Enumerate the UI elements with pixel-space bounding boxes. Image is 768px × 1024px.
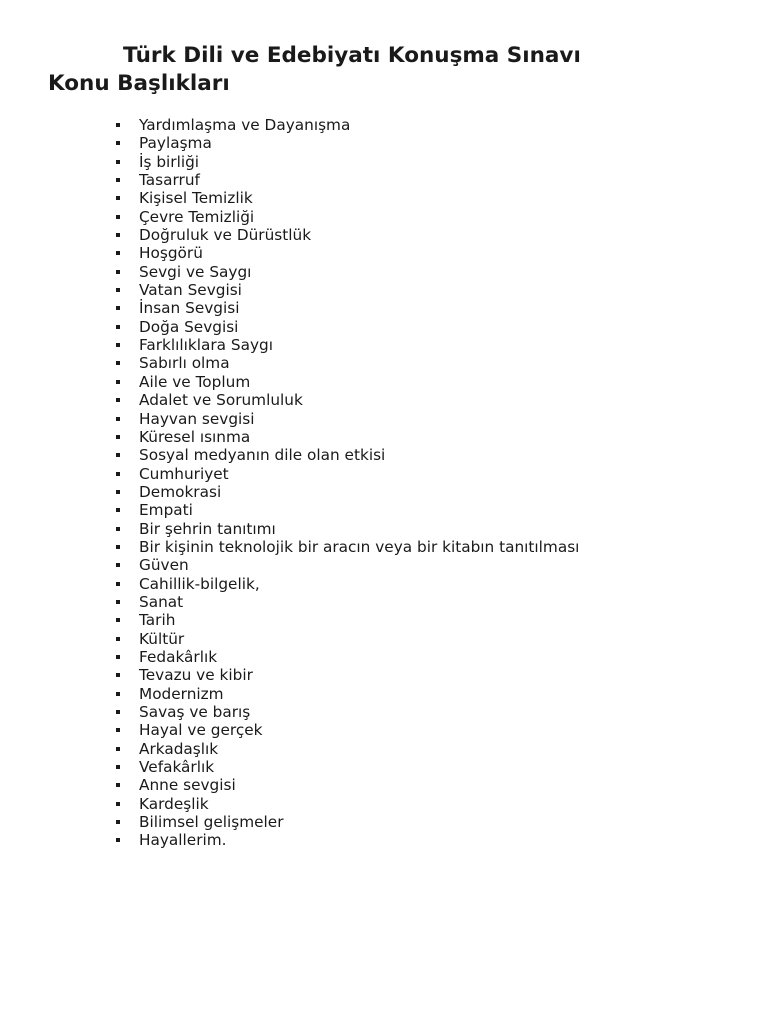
topic-item (110, 630, 579, 648)
topic-item (110, 703, 579, 721)
topic-item (110, 428, 579, 446)
topic-label: Cumhuriyet (139, 464, 229, 483)
square-bullet-icon (116, 270, 120, 274)
square-bullet-icon (116, 251, 120, 255)
topic-item (110, 648, 579, 666)
topic-item (110, 226, 579, 244)
square-bullet-icon (116, 582, 120, 586)
topic-item (110, 758, 579, 776)
topic-item (110, 410, 579, 428)
topic-label: Demokrasi (139, 482, 222, 501)
topic-item (110, 685, 579, 703)
topic-item (110, 189, 579, 207)
square-bullet-icon (116, 343, 120, 347)
square-bullet-icon (116, 747, 120, 751)
topic-label: Bir kişinin teknolojik bir aracın veya bir kitabın tanıtılması (139, 537, 580, 556)
topic-label: Sanat (139, 592, 184, 611)
square-bullet-icon (116, 472, 120, 476)
square-bullet-icon (116, 380, 120, 384)
topic-label: Kültür (139, 629, 185, 648)
topic-label: Empati (139, 501, 193, 520)
topic-label: Vefakârlık (139, 758, 215, 777)
square-bullet-icon (116, 233, 120, 237)
title-line-2: Konu Başlıkları (48, 71, 230, 96)
topic-label: Arkadaşlık (139, 739, 219, 758)
topic-label: Küresel ısınma (139, 427, 251, 446)
square-bullet-icon (116, 527, 120, 531)
square-bullet-icon (116, 325, 120, 329)
topic-item (110, 318, 579, 336)
square-bullet-icon (116, 178, 120, 182)
square-bullet-icon (116, 802, 120, 806)
topic-label: Tarih (139, 611, 176, 630)
topic-item (110, 354, 579, 372)
square-bullet-icon (116, 417, 120, 421)
topic-label: Paylaşma (139, 134, 212, 153)
document-title (48, 42, 728, 98)
square-bullet-icon (116, 783, 120, 787)
topic-item (110, 281, 579, 299)
topic-item (110, 593, 579, 611)
topic-label: İnsan Sevgisi (139, 299, 240, 318)
topic-item (110, 611, 579, 629)
topic-label: Çevre Temizliği (139, 207, 255, 226)
square-bullet-icon (116, 618, 120, 622)
topic-label: İş birliği (139, 152, 200, 171)
square-bullet-icon (116, 215, 120, 219)
topic-label: Aile ve Toplum (139, 372, 251, 391)
topic-label: Tasarruf (139, 171, 200, 190)
topic-item (110, 336, 579, 354)
topic-label: Doğruluk ve Dürüstlük (139, 226, 312, 245)
topic-label: Bilimsel gelişmeler (139, 813, 284, 832)
topic-label: Savaş ve barış (139, 703, 251, 721)
topic-label: Vatan Sevgisi (139, 281, 242, 300)
topic-label: Yardımlaşma ve Dayanışma (139, 116, 351, 134)
topic-item (110, 831, 579, 849)
topic-label: Hoşgörü (139, 244, 203, 263)
square-bullet-icon (116, 545, 120, 549)
square-bullet-icon (116, 123, 120, 127)
topic-item (110, 795, 579, 813)
square-bullet-icon (116, 710, 120, 714)
topic-item (110, 666, 579, 684)
topic-label: Kişisel Temizlik (139, 189, 253, 208)
topic-label: Fedakârlık (139, 647, 218, 666)
topic-item (110, 520, 579, 538)
topic-label: Sabırlı olma (139, 354, 230, 373)
topic-item (110, 373, 579, 391)
topic-label: Adalet ve Sorumluluk (139, 391, 303, 410)
topic-item (110, 575, 579, 593)
topic-label: Modernizm (139, 684, 224, 703)
square-bullet-icon (116, 306, 120, 310)
square-bullet-icon (116, 453, 120, 457)
square-bullet-icon (116, 838, 120, 842)
square-bullet-icon (116, 490, 120, 494)
topic-item (110, 721, 579, 739)
title-line-1: Türk Dili ve Edebiyatı Konuşma Sınavı (123, 43, 581, 68)
square-bullet-icon (116, 196, 120, 200)
topic-label: Tevazu ve kibir (139, 666, 253, 685)
topic-item (110, 465, 579, 483)
topic-item (110, 208, 579, 226)
topic-item (110, 134, 579, 152)
topic-label: Farklılıklara Saygı (139, 336, 274, 355)
topic-label: Hayal ve gerçek (139, 721, 263, 740)
square-bullet-icon (116, 160, 120, 164)
topic-item (110, 244, 579, 262)
topic-label: Cahillik-bilgelik, (139, 574, 260, 593)
square-bullet-icon (116, 637, 120, 641)
topic-label: Kardeşlik (139, 794, 209, 813)
topic-item (110, 299, 579, 317)
topic-label: Bir şehrin tanıtımı (139, 519, 276, 538)
square-bullet-icon (116, 655, 120, 659)
square-bullet-icon (116, 288, 120, 292)
topic-item (110, 263, 579, 281)
square-bullet-icon (116, 141, 120, 145)
square-bullet-icon (116, 673, 120, 677)
square-bullet-icon (116, 361, 120, 365)
topic-label: Sevgi ve Saygı (139, 262, 252, 281)
topic-item (110, 116, 579, 134)
square-bullet-icon (116, 563, 120, 567)
square-bullet-icon (116, 600, 120, 604)
topic-label: Hayvan sevgisi (139, 409, 255, 428)
square-bullet-icon (116, 435, 120, 439)
topic-item (110, 171, 579, 189)
topic-label: Sosyal medyanın dile olan etkisi (139, 446, 386, 465)
topic-label: Anne sevgisi (139, 776, 236, 795)
topic-item (110, 556, 579, 574)
topic-label: Doğa Sevgisi (139, 317, 239, 336)
square-bullet-icon (116, 508, 120, 512)
topic-label: Güven (139, 556, 189, 575)
topic-item (110, 538, 579, 556)
square-bullet-icon (116, 728, 120, 732)
topic-item (110, 813, 579, 831)
square-bullet-icon (116, 765, 120, 769)
topic-item (110, 446, 579, 464)
topic-item (110, 776, 579, 794)
topic-label: Hayallerim. (139, 831, 227, 850)
topic-item (110, 483, 579, 501)
topic-item (110, 501, 579, 519)
square-bullet-icon (116, 398, 120, 402)
topic-item (110, 740, 579, 758)
square-bullet-icon (116, 692, 120, 696)
topic-item (110, 153, 579, 171)
topic-list (110, 116, 579, 850)
topic-item (110, 391, 579, 409)
square-bullet-icon (116, 820, 120, 824)
